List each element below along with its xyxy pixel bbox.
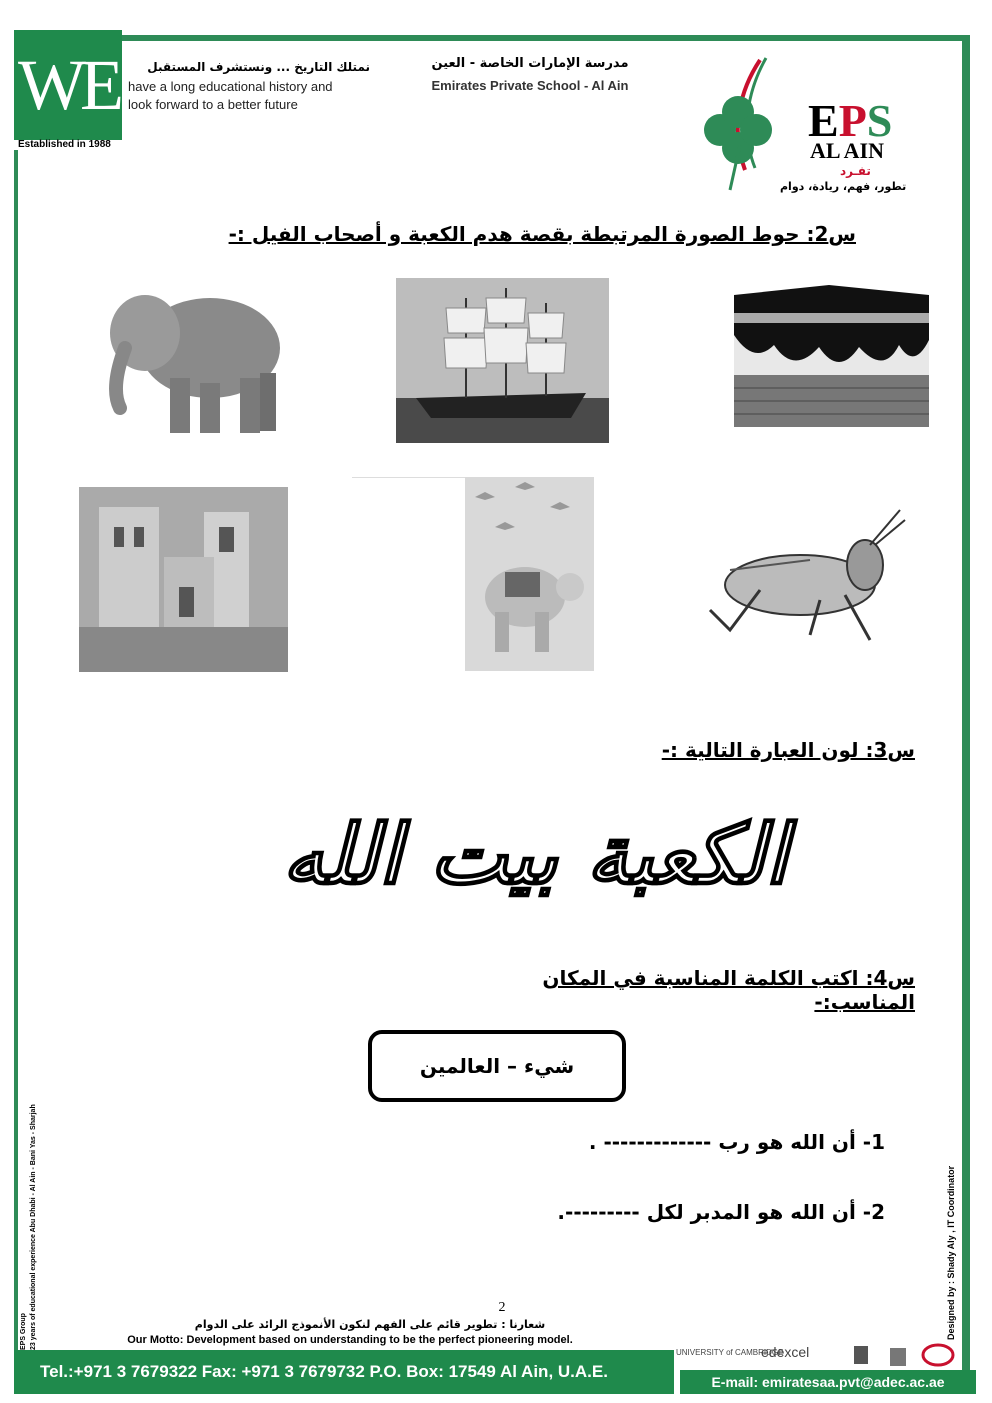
elephant-image[interactable]: [100, 278, 285, 438]
kaaba-image[interactable]: [724, 285, 934, 430]
question-2: س2: حوط الصورة المرتبطة بقصة هدم الكعبة و أصحاب الفيل :-: [228, 222, 856, 246]
birds-elephant-image[interactable]: [465, 477, 594, 671]
email-info[interactable]: E-mail: emiratesaa.pvt@adec.ac.ae: [680, 1370, 976, 1394]
motto-english: [128, 78, 378, 114]
motto-arabic: نمتلك التاريخ ... ونستشرف المستقبل: [147, 60, 370, 74]
side-text-left: [20, 1104, 50, 1350]
designer-credit: Designed by : Shady Aly , IT Coordinator: [946, 1165, 956, 1340]
side-text-left-1: EPS Group: [20, 1313, 27, 1350]
edexcel-logo: edexcel: [761, 1344, 810, 1360]
we-logo: WE: [14, 30, 122, 140]
motto-english-line2: look forward to a better future: [128, 97, 298, 112]
building-icon: [886, 1342, 910, 1368]
word-bank: شيء – العالمين: [368, 1030, 626, 1102]
coloring-phrase[interactable]: [150, 805, 920, 905]
page-number: 2: [498, 1300, 506, 1315]
school-name-english: Emirates Private School - Al Ain: [431, 78, 629, 93]
divider-line: [352, 477, 465, 478]
contact-info: Tel.:+971 3 7679322 Fax: +971 3 7679732 P.O. Box: 17549 Al Ain, U.A.E.: [40, 1362, 608, 1381]
question-4: س4: اكتب الكلمة المناسبة في المكان المناسب:-: [542, 966, 915, 1014]
oval-logo-icon: [921, 1342, 955, 1368]
slogan-english: Our Motto: Development based on understanding to be the perfect pioneering model.: [127, 1334, 573, 1346]
left-border: [14, 150, 18, 1380]
partner-logos: [676, 1342, 956, 1368]
right-border: [962, 35, 970, 1380]
top-border: [120, 35, 968, 41]
eps-logo-text: EPS: [808, 95, 893, 146]
sentence-1: 1- أن الله هو رب ------------- .: [588, 1130, 885, 1154]
school-name-arabic: مدرسة الإمارات الخاصة - العين: [431, 56, 629, 71]
sentence-2: 2- أن الله هو المدبر لكل ---------.: [557, 1200, 885, 1224]
eps-values-arabic: تطور، فهم، ريادة، دوام: [780, 180, 907, 193]
grasshopper-image[interactable]: [700, 490, 910, 655]
eps-city: AL AIN: [810, 138, 884, 163]
crest-icon: [846, 1342, 876, 1368]
slogan-arabic: شعارنا : تطوير قائم على الفهم لنكون الأنموذج الرائد على الدوام: [194, 1318, 546, 1331]
cambridge-logo: UNIVERSITY of CAMBRIDGE: [676, 1348, 784, 1357]
motto-english-line1: have a long educational history and: [128, 79, 333, 94]
old-building-image[interactable]: [79, 487, 288, 672]
eps-tag-arabic: تفـرد: [840, 164, 871, 178]
question-3: س3: لون العبارة التالية :-: [661, 738, 915, 762]
established-label: Established in 1988: [18, 139, 111, 150]
phrase-text: الكعبة بيت الله: [282, 808, 788, 903]
side-text-left-2: 23 years of educational experience Abu Dhabi - Al Ain - Bani Yas - Sharjah: [30, 1104, 37, 1350]
ship-image[interactable]: [396, 278, 609, 443]
